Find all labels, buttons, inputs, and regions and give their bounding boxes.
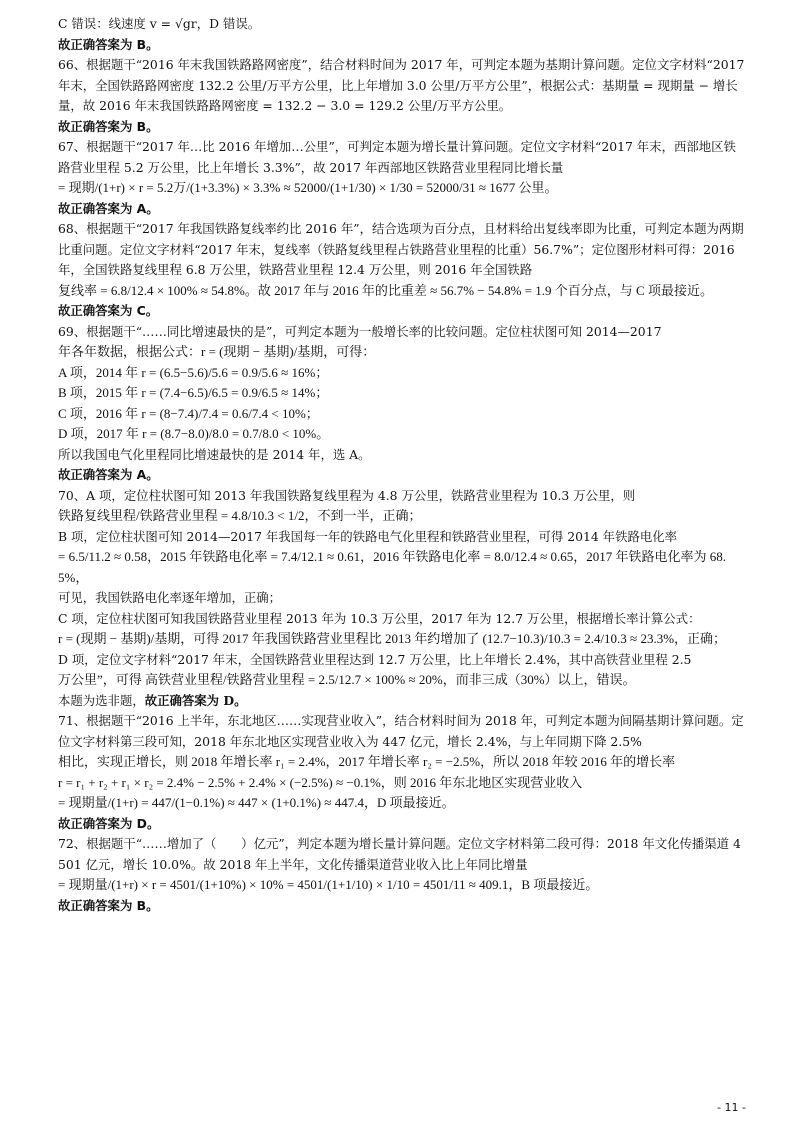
text-line: 可见，我国铁路电化率逐年增加，正确；	[58, 590, 282, 605]
question-67: 67、根据题干“2017 年…比 2016 年增加…公里”，可判定本题为增长量计算问题。定位文字材料“2017 年末，西部地区铁路营业里程 5.2 万公里，比上年增长 3.3%”，故 2017 年西部地区铁路营业里程同比增长量	[58, 139, 736, 175]
question-66: 66、根据题干“2016 年末我国铁路路网密度”，结合材料时间为 2017 年，可判定本题为基期计算问题。定位文字材料“2017 年末，全国铁路路网密度 132.2 公里/万平方公里，比上年增加 3.0 公里/万平方公里”，根据公式：基期量 = 现期量 − 增长量，故 2016 年末我国铁路路网密度 = 132.2 − 3.0 = 129.2 公里/万平方公里。	[58, 57, 745, 113]
question-71: 71、根据题干“2016 上半年，东北地区……实现营业收入”，结合材料时间为 2018 年，可判定本题为间隔基期计算问题。定位文字材料第三段可知，2018 年东北地区实现营业收入为 447 亿元，增长 2.4%，与上年同期下降 2.5%	[58, 713, 744, 749]
text-line: 所以我国电气化里程同比增速最快的是 2014 年，选 A。	[58, 446, 371, 462]
equation-line: r = r₁ + r₂ + r₁ × r₂ = 2.4% − 2.5% + 2.4% × (−2.5%) ≈ −0.1%，则 2016 年东北地区实现营业收入	[58, 774, 583, 790]
answer-explanation-page	[58, 14, 748, 916]
answer-inline: 故正确答案为 D。	[144, 692, 247, 708]
answer-line: 故正确答案为 B。	[58, 36, 159, 52]
answer-line: 故正确答案为 A。	[58, 200, 159, 216]
equation-line: r = (现期 − 基期)/基期，可得 2017 年我国铁路营业里程比 2013 年约增加了 (12.7−10.3)/10.3 = 2.4/10.3 ≈ 23.3%，正确；	[58, 631, 727, 646]
text-line	[58, 691, 748, 712]
equation-line: = 现期/(1+r) × r = 5.2万/(1+3.3%) × 3.3% ≈ 52000/(1+1/30) × 1/30 = 52000/31 ≈ 1677 公里。	[58, 180, 558, 195]
option-a-line: A 项，2014 年 r = (6.5−5.6)/5.6 = 0.9/5.6 ≈ 16%；	[58, 364, 329, 380]
text-line: C 错误：线速度 v = √gr，D 错误。	[58, 16, 261, 31]
equation-line: = 现期量/(1+r) × r = 4501/(1+10%) × 10% = 4501/(1+1/10) × 1/10 = 4501/11 ≈ 409.1，B 项最接近。	[58, 877, 599, 892]
answer-line: 故正确答案为 B。	[58, 897, 159, 913]
equation-line: 年各年数据，根据公式：r = (现期 − 基期)/基期，可得：	[58, 344, 376, 359]
option-b-line: B 项，2015 年 r = (7.4−6.5)/6.5 = 0.9/6.5 ≈ 14%；	[58, 385, 329, 400]
equation-line: = 现期量/(1+r) = 447/(1−0.1%) ≈ 447 × (1+0.1%) ≈ 447.4，D 项最接近。	[58, 795, 455, 810]
text-line: C 项，定位柱状图可知我国铁路营业里程 2013 年为 10.3 万公里，2017 年为 12.7 万公里，根据增长率计算公式：	[58, 610, 701, 626]
question-72: 72、根据题干“……增加了（ ）亿元”，判定本题为增长量计算问题。定位文字材料第二段可得：2018 年文化传播渠道 4501 亿元，增长 10.0%。故 2018 年上半年，文化传播渠道营业收入比上年同比增量	[58, 836, 741, 872]
option-d-line: D 项，2017 年 r = (8.7−8.0)/8.0 = 0.7/8.0 < 10%。	[58, 426, 330, 441]
equation-line: 铁路复线里程/铁路营业里程 = 4.8/10.3 < 1/2，不到一半，正确；	[58, 508, 422, 523]
equation-line: 相比，实现正增长，则 2018 年增长率 r₁ = 2.4%，2017 年增长率 r₂ = −2.5%，所以 2018 年较 2016 年的增长率	[58, 754, 676, 769]
option-c-line: C 项，2016 年 r = (8−7.4)/7.4 = 0.6/7.4 < 10%；	[58, 405, 319, 421]
question-68: 68、根据题干“2017 年我国铁路复线率约比 2016 年”，结合选项为百分点，且材料给出复线率即为比重，可判定本题为两期比重问题。定位文字材料“2017 年末，复线率（铁路复线里程占铁路营业里程的比重）56.7%”；定位图形材料可得：2016 年，全国铁路复线里程 6.8 万公里，铁路营业里程 12.4 万公里，则 2016 年全国铁路	[58, 221, 744, 277]
equation-line: 复线率 = 6.8/12.4 × 100% ≈ 54.8%。故 2017 年与 2016 年的比重差 ≈ 56.7% − 54.8% = 1.9 个百分点，与 C 项最接近。	[58, 282, 713, 298]
answer-line: 故正确答案为 A。	[58, 467, 159, 482]
equation-line: 万公里”，可得 高铁营业里程/铁路营业里程 = 2.5/12.7 × 100% ≈ 20%，而非三成（30%）以上，错误。	[58, 672, 636, 687]
text-line: D 项，定位文字材料“2017 年末，全国铁路营业里程达到 12.7 万公里，比上年增长 2.4%，其中高铁营业里程 2.5	[58, 651, 692, 667]
non-select-note: 本题为选非题，	[58, 692, 145, 708]
question-70: 70、A 项，定位柱状图可知 2013 年我国铁路复线里程为 4.8 万公里，铁路营业里程为 10.3 万公里，则	[58, 487, 636, 503]
equation-line: = 6.5/11.2 ≈ 0.58，2015 年铁路电化率 = 7.4/12.1 ≈ 0.61，2016 年铁路电化率 = 8.0/12.4 ≈ 0.65，2017 年铁路电化率为 68.5%，	[58, 549, 727, 585]
text-line: B 项，定位柱状图可知 2014—2017 年我国每一年的铁路电气化里程和铁路营业里程，可得 2014 年铁路电化率	[58, 528, 678, 544]
answer-line: 故正确答案为 D。	[58, 815, 160, 831]
answer-line: 故正确答案为 B。	[58, 118, 159, 134]
page-number: - 11 -	[717, 1101, 746, 1114]
answer-line: 故正确答案为 C。	[58, 303, 159, 318]
question-69: 69、根据题干“……同比增速最快的是”，可判定本题为一般增长率的比较问题。定位柱状图可知 2014—2017	[58, 323, 662, 339]
